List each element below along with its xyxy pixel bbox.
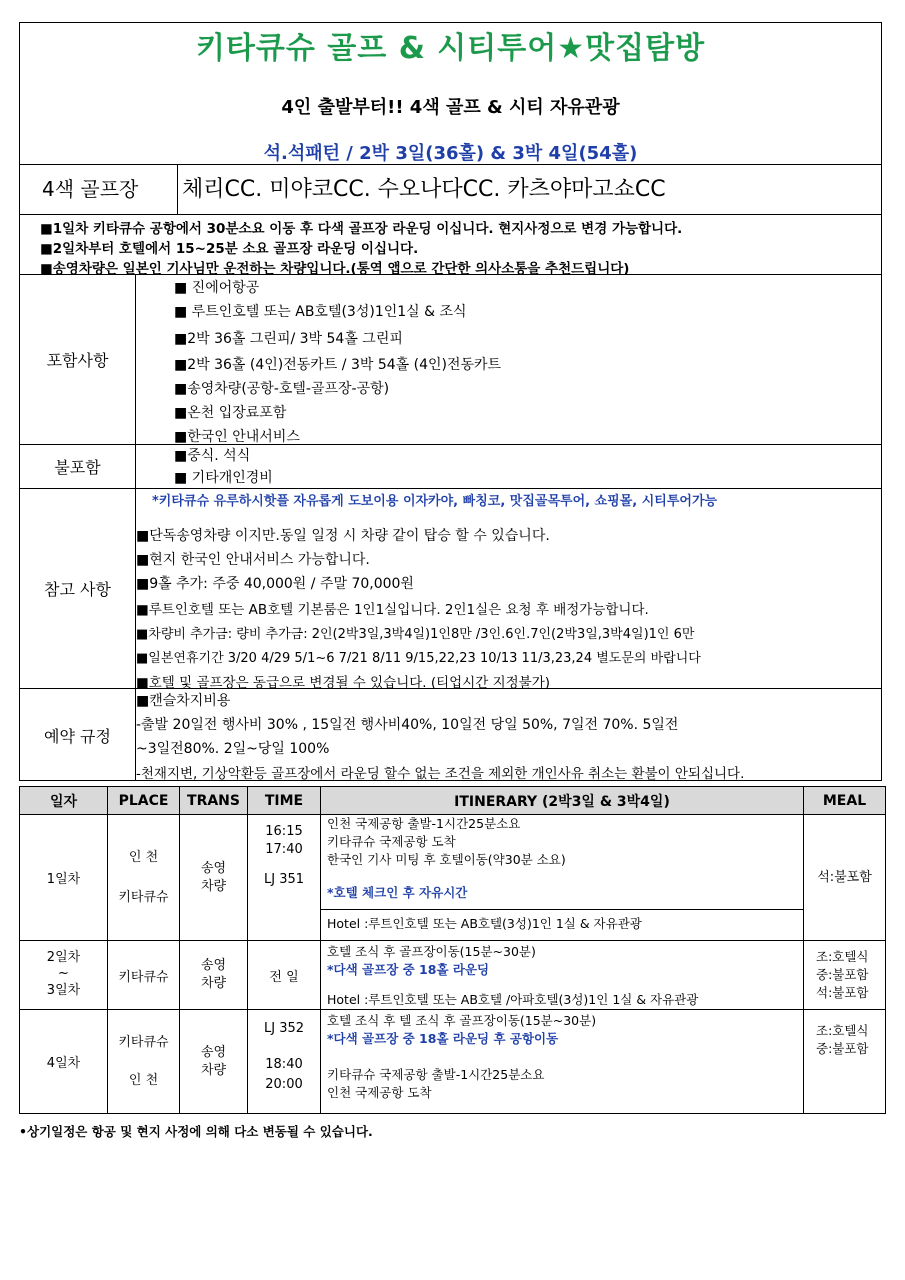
meal-text: 중:불포함 bbox=[816, 1041, 869, 1056]
place-text: 인 천 bbox=[128, 1072, 159, 1088]
meal-text: 중:불포함 bbox=[816, 967, 869, 982]
header bbox=[20, 23, 881, 165]
day-cell: 4일차 bbox=[20, 1010, 108, 1114]
meal-text: 조:호텔식 bbox=[816, 1023, 869, 1038]
meal-text: 조:호텔식 bbox=[816, 949, 869, 964]
flight-number: LJ 352 bbox=[263, 1021, 305, 1036]
trans-cell bbox=[180, 941, 248, 1010]
excluded-label: 불포함 bbox=[20, 445, 136, 488]
day-text: ~ bbox=[58, 966, 69, 981]
note-line: ■송영차량은 일본인 기사님만 운전하는 차량입니다.(통역 앱으로 간단한 의사소통을 추천드립니다) bbox=[40, 261, 630, 277]
note-line: ■1일차 키타큐슈 공항에서 30분소요 이동 후 다색 골프장 라운딩 이십니다. 현지사정으로 변경 가능합니다. bbox=[40, 221, 683, 237]
trans-text: 송영 bbox=[200, 860, 227, 876]
trans-cell bbox=[180, 815, 248, 941]
meal-cell bbox=[804, 1010, 886, 1114]
time-cell bbox=[248, 1010, 321, 1114]
info-box bbox=[19, 22, 882, 781]
reservation-item: ■캔슬차지비용 bbox=[136, 693, 231, 709]
footnote: •상기일정은 항공 및 현지 사정에 의해 다소 변동될 수 있습니다. bbox=[19, 1124, 373, 1139]
excluded-item: ■ 기타개인경비 bbox=[174, 470, 273, 486]
golf-course-label: 4색 골프장 bbox=[20, 165, 178, 214]
trans-text: 차량 bbox=[200, 976, 227, 991]
time-text: 16:15 bbox=[265, 824, 303, 839]
reservation-item: -천재지변, 기상악환등 골프장에서 라운딩 할수 없는 조건을 제외한 개인사유 취소는 환불이 안되십니다. bbox=[136, 766, 745, 782]
header-itinerary: ITINERARY (2박3일 & 3박4일) bbox=[321, 787, 804, 815]
reference-item: ■단독송영차량 이지만.동일 일정 시 차량 같이 탑승 할 수 있습니다. bbox=[136, 528, 550, 544]
time-cell bbox=[248, 815, 321, 941]
itinerary-line: 키타큐슈 국제공항 출발-1시간25분소요 bbox=[327, 1067, 545, 1082]
table-row bbox=[20, 1010, 886, 1114]
header-day: 일자 bbox=[20, 787, 108, 815]
itinerary-cell bbox=[321, 941, 804, 1010]
itinerary-line: 인천 국제공항 출발-1시간25분소요 bbox=[327, 816, 521, 831]
reservation-item: ~3일전80%. 2일~당일 100% bbox=[136, 741, 330, 757]
time-text: 18:40 bbox=[265, 1057, 303, 1072]
reference-item: ■차량비 추가금: 량비 추가금: 2인(2박3일,3박4일)1인8만 /3인.6인.7인(2박3일,3박4일)1인 6만 bbox=[136, 627, 695, 642]
reference-section bbox=[20, 489, 881, 689]
included-item: ■송영차량(공항-호텔-골프장-공항) bbox=[174, 381, 390, 397]
itinerary-table bbox=[19, 786, 886, 1114]
day-cell bbox=[20, 941, 108, 1010]
header-place: PLACE bbox=[108, 787, 180, 815]
itinerary-highlight: *호텔 체크인 후 자유시간 bbox=[327, 885, 468, 900]
hotel-info: Hotel :루트인호텔 또는 AB호텔 /아파호텔(3성)1인 1실 & 자유관광 bbox=[327, 992, 699, 1007]
excluded-item: ■중식. 석식 bbox=[174, 448, 251, 464]
reference-label: 참고 사항 bbox=[20, 489, 136, 688]
itinerary-cell bbox=[321, 1010, 804, 1114]
included-item: ■한국인 안내서비스 bbox=[174, 429, 300, 445]
meal-cell: 석:불포함 bbox=[804, 815, 886, 941]
place-cell bbox=[108, 815, 180, 941]
page-subtitle: 4인 출발부터!! 4색 골프 & 시티 자유관광 bbox=[281, 97, 620, 118]
header-meal: MEAL bbox=[804, 787, 886, 815]
reservation-item: -출발 20일전 행사비 30% , 15일전 행사비40%, 10일전 당일 50%, 7일전 70%. 5일전 bbox=[136, 717, 679, 733]
itinerary-line: 인천 국제공항 도착 bbox=[327, 1085, 432, 1100]
meal-text: 석:불포함 bbox=[816, 985, 869, 1000]
itinerary-cell bbox=[321, 815, 804, 941]
trans-text: 송영 bbox=[200, 958, 227, 973]
place-text: 인 천 bbox=[128, 849, 159, 865]
place-cell: 키타큐슈 bbox=[108, 941, 180, 1010]
table-row bbox=[20, 815, 886, 941]
itinerary-line: 한국인 기사 미팅 후 호텔이동(약30분 소요) bbox=[327, 852, 566, 867]
period-text: 석.석패턴 / 2박 3일(36홀) & 3박 4일(54홀) bbox=[263, 143, 638, 164]
table-header-row bbox=[20, 787, 886, 815]
meal-cell bbox=[804, 941, 886, 1010]
trans-text: 차량 bbox=[200, 1062, 227, 1078]
table-row bbox=[20, 941, 886, 1010]
itinerary-highlight: *다색 골프장 중 18홀 라운딩 bbox=[327, 962, 490, 977]
place-text: 키타큐슈 bbox=[118, 889, 169, 905]
included-item: ■온천 입장료포함 bbox=[174, 405, 287, 421]
flight-number: LJ 351 bbox=[263, 872, 305, 887]
place-cell bbox=[108, 1010, 180, 1114]
time-text: 17:40 bbox=[265, 842, 303, 857]
trans-cell bbox=[180, 1010, 248, 1114]
trans-text: 송영 bbox=[200, 1044, 227, 1060]
included-item: ■2박 36홀 (4인)전동카트 / 3박 54홀 (4인)전동카트 bbox=[174, 357, 502, 373]
itinerary-line: 호텔 조식 후 골프장이동(15분~30분) bbox=[327, 944, 536, 959]
time-cell: 전 일 bbox=[248, 941, 321, 1010]
included-item: ■ 진에어항공 bbox=[174, 280, 260, 296]
reference-item: ■9홀 추가: 주중 40,000원 / 주말 70,000원 bbox=[136, 576, 414, 592]
day-cell: 1일차 bbox=[20, 815, 108, 941]
itinerary-line: 키타큐슈 국제공항 도착 bbox=[327, 834, 456, 849]
itinerary-highlight: *다색 골프장 중 18홀 라운딩 후 공항이동 bbox=[327, 1031, 559, 1046]
notes-section bbox=[20, 215, 881, 275]
reservation-label: 예약 규정 bbox=[20, 689, 136, 781]
golf-course-list: 체리CC. 미야코CC. 수오나다CC. 카츠야마고쇼CC bbox=[182, 177, 666, 202]
itinerary-line: 호텔 조식 후 텔 조식 후 골프장이동(15분~30분) bbox=[327, 1013, 597, 1028]
golf-course-row bbox=[20, 165, 881, 215]
reference-item: ■루트인호텔 또는 AB호텔 기본룸은 1인1실입니다. 2인1실은 요청 후 배정가능합니다. bbox=[136, 602, 649, 618]
place-text: 키타큐슈 bbox=[118, 1034, 169, 1050]
note-line: ■2일차부터 호텔에서 15~25분 소요 골프장 라운딩 이십니다. bbox=[40, 241, 419, 257]
excluded-section bbox=[20, 445, 881, 489]
included-item: ■ 루트인호텔 또는 AB호텔(3성)1인1실 & 조식 bbox=[174, 304, 467, 320]
reference-item: ■일본연휴기간 3/20 4/29 5/1~6 7/21 8/11 9/15,22,23 10/13 11/3,23,24 별도문의 바랍니다 bbox=[136, 651, 701, 666]
trans-text: 차량 bbox=[200, 878, 227, 894]
reference-item: ■호텔 및 골프장은 동급으로 변경될 수 있습니다. (티업시간 지정불가) bbox=[136, 675, 551, 691]
header-trans: TRANS bbox=[180, 787, 248, 815]
page-title: 키타큐슈 골프 & 시티투어★맛집탐방 bbox=[195, 31, 706, 66]
hotel-info: Hotel :루트인호텔 또는 AB호텔(3성)1인 1실 & 자유관광 bbox=[327, 916, 642, 931]
time-text: 20:00 bbox=[265, 1077, 303, 1092]
included-label: 포함사항 bbox=[20, 275, 136, 444]
included-item: ■2박 36홀 그린피/ 3박 54홀 그린피 bbox=[174, 331, 403, 347]
reference-highlight: *키타큐슈 유루하시핫플 자유롭게 도보이용 이자카야, 빠칭코, 맛집골목투어, 쇼핑몰, 시티투어가능 bbox=[152, 494, 718, 509]
day-text: 2일차 bbox=[46, 950, 81, 965]
reference-item: ■현지 한국인 안내서비스 가능합니다. bbox=[136, 552, 370, 568]
reservation-section bbox=[20, 689, 881, 781]
header-time: TIME bbox=[248, 787, 321, 815]
included-section bbox=[20, 275, 881, 445]
day-text: 3일차 bbox=[46, 983, 81, 998]
